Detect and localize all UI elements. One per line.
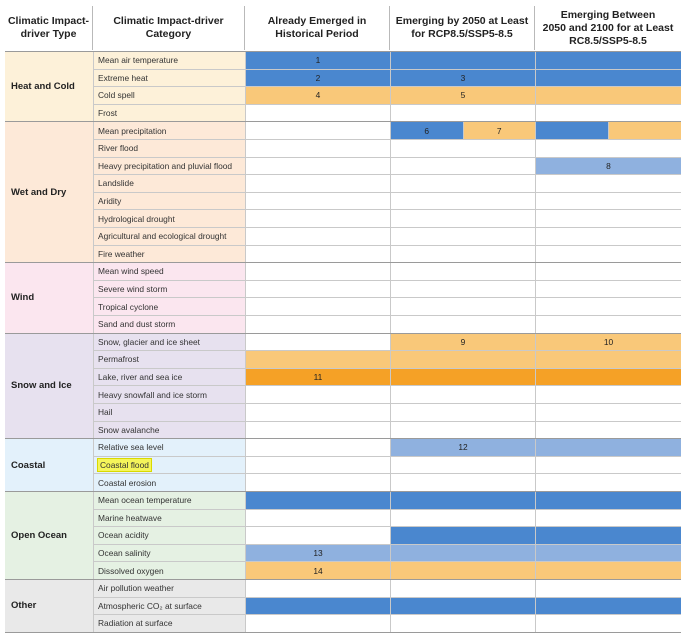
emergence-cell	[535, 351, 681, 369]
category-label: Mean precipitation	[98, 125, 167, 136]
emergence-cell	[245, 615, 390, 633]
emergence-cell	[245, 140, 390, 158]
emergence-cell	[535, 175, 681, 193]
emergence-cell	[390, 510, 535, 528]
group-type-label: Coastal	[5, 439, 93, 492]
emergence-cell	[535, 474, 681, 492]
emergence-cell	[535, 492, 681, 510]
emergence-cell: 8	[535, 158, 681, 176]
category-cell	[93, 562, 245, 580]
emergence-cell	[535, 246, 681, 264]
category-label: Frost	[98, 108, 118, 119]
category-cell	[93, 474, 245, 492]
emergence-cell	[535, 210, 681, 228]
emergence-cell	[390, 457, 535, 475]
category-cell	[93, 404, 245, 422]
category-label: Air pollution weather	[98, 583, 174, 594]
category-cell	[93, 228, 245, 246]
emergence-cell	[535, 580, 681, 598]
emergence-cell	[390, 193, 535, 211]
emergence-cell	[390, 474, 535, 492]
category-cell	[93, 422, 245, 440]
category-label: Heavy precipitation and pluvial flood	[98, 160, 233, 171]
header-historical: Already Emerged in Historical Period	[245, 6, 390, 50]
emergence-cell	[245, 122, 390, 140]
emergence-cell	[245, 527, 390, 545]
emergence-cell-part	[535, 122, 608, 140]
emergence-cell	[390, 175, 535, 193]
emergence-cell	[390, 281, 535, 299]
category-cell	[93, 122, 245, 140]
emergence-cell	[245, 316, 390, 334]
group-type-label: Other	[5, 580, 93, 633]
emergence-cell: 13	[245, 545, 390, 563]
category-cell	[93, 210, 245, 228]
category-label: Mean air temperature	[98, 55, 179, 66]
category-cell	[93, 334, 245, 352]
emergence-cell	[245, 404, 390, 422]
emergence-cell	[245, 334, 390, 352]
emergence-cell	[390, 210, 535, 228]
group-divider	[5, 632, 681, 633]
group-type-label: Wind	[5, 263, 93, 333]
emergence-cell	[390, 598, 535, 616]
emergence-cell	[535, 281, 681, 299]
emergence-cell	[390, 351, 535, 369]
category-label: Snow avalanche	[98, 424, 160, 435]
group-type-label: Open Ocean	[5, 492, 93, 580]
group-type-label: Heat and Cold	[5, 52, 93, 122]
emergence-cell	[245, 580, 390, 598]
category-cell	[93, 52, 245, 70]
emergence-cell	[390, 158, 535, 176]
emergence-cell	[390, 527, 535, 545]
emergence-cell	[390, 105, 535, 123]
category-label: Cold spell	[98, 90, 135, 101]
category-label: Permafrost	[98, 354, 139, 365]
category-cell	[93, 263, 245, 281]
emergence-cell	[390, 492, 535, 510]
emergence-cell	[245, 263, 390, 281]
emergence-cell	[535, 545, 681, 563]
emergence-cell	[245, 175, 390, 193]
emergence-cell: 11	[245, 369, 390, 387]
emergence-cell	[245, 422, 390, 440]
emergence-cell	[245, 298, 390, 316]
emergence-cell	[535, 615, 681, 633]
category-label: Extreme heat	[98, 72, 148, 83]
emergence-cell	[390, 580, 535, 598]
emergence-cell	[245, 246, 390, 264]
emergence-cell	[535, 316, 681, 334]
emergence-cell-part	[608, 122, 681, 140]
group-type-label: Snow and Ice	[5, 334, 93, 440]
header-category: Climatic Impact-driver Category	[93, 6, 245, 50]
category-label: Ocean acidity	[98, 530, 149, 541]
emergence-cell	[535, 404, 681, 422]
emergence-cell	[390, 316, 535, 334]
category-cell	[93, 492, 245, 510]
emergence-cell	[535, 263, 681, 281]
emergence-cell	[245, 598, 390, 616]
emergence-cell	[535, 422, 681, 440]
emergence-cell	[390, 263, 535, 281]
emergence-cell	[535, 105, 681, 123]
emergence-cell	[245, 386, 390, 404]
category-label: Hail	[98, 407, 113, 418]
emergence-cell	[535, 439, 681, 457]
emergence-cell	[390, 246, 535, 264]
emergence-cell: 5	[390, 87, 535, 105]
category-label: Snow, glacier and ice sheet	[98, 336, 200, 347]
emergence-cell	[390, 52, 535, 70]
emergence-cell	[245, 439, 390, 457]
category-label: Dissolved oxygen	[98, 565, 164, 576]
category-cell	[93, 457, 245, 475]
header-2050: Emerging by 2050 at Least for RCP8.5/SSP5-8.5	[390, 6, 535, 50]
emergence-cell: 10	[535, 334, 681, 352]
emergence-cell	[535, 562, 681, 580]
category-label: Hydrological drought	[98, 213, 175, 224]
emergence-cell-part: 6	[390, 122, 463, 140]
emergence-cell	[390, 404, 535, 422]
category-cell	[93, 351, 245, 369]
emergence-cell	[535, 52, 681, 70]
category-cell	[93, 175, 245, 193]
emergence-cell	[245, 210, 390, 228]
emergence-cell	[245, 158, 390, 176]
category-label: Coastal erosion	[98, 477, 157, 488]
category-cell	[93, 193, 245, 211]
category-label: Agricultural and ecological drought	[98, 231, 227, 242]
category-label: Mean wind speed	[98, 266, 164, 277]
emergence-cell: 4	[245, 87, 390, 105]
category-label: Atmospheric CO₂ at surface	[98, 600, 202, 611]
emergence-cell	[390, 386, 535, 404]
emergence-cell	[245, 105, 390, 123]
emergence-cell	[390, 615, 535, 633]
category-cell	[93, 105, 245, 123]
emergence-cell	[245, 457, 390, 475]
category-label: Severe wind storm	[98, 284, 168, 295]
emergence-cell	[535, 386, 681, 404]
category-cell	[93, 158, 245, 176]
emergence-cell	[535, 87, 681, 105]
emergence-cell	[535, 510, 681, 528]
emergence-cell: 2	[245, 70, 390, 88]
category-cell	[93, 510, 245, 528]
emergence-cell	[245, 228, 390, 246]
category-label: Heavy snowfall and ice storm	[98, 389, 207, 400]
emergence-cell: 12	[390, 439, 535, 457]
category-label: Tropical cyclone	[98, 301, 159, 312]
emergence-cell	[535, 298, 681, 316]
emergence-cell: 1	[245, 52, 390, 70]
header-type: Climatic Impact- driver Type	[5, 6, 93, 50]
category-cell	[93, 545, 245, 563]
emergence-cell	[535, 70, 681, 88]
emergence-cell: 14	[245, 562, 390, 580]
emergence-cell	[245, 351, 390, 369]
emergence-cell	[245, 492, 390, 510]
category-cell	[93, 246, 245, 264]
category-cell	[93, 527, 245, 545]
emergence-cell	[535, 140, 681, 158]
category-cell	[93, 140, 245, 158]
emergence-cell	[535, 598, 681, 616]
category-label: Lake, river and sea ice	[98, 372, 183, 383]
category-cell	[93, 580, 245, 598]
category-label: Aridity	[98, 196, 122, 207]
emergence-cell	[535, 527, 681, 545]
category-cell	[93, 386, 245, 404]
category-label: Landslide	[98, 178, 134, 189]
category-label: Relative sea level	[98, 442, 164, 453]
category-cell	[93, 598, 245, 616]
category-label: Ocean salinity	[98, 548, 151, 559]
category-label: Marine heatwave	[98, 512, 162, 523]
emergence-cell	[390, 140, 535, 158]
category-cell	[93, 369, 245, 387]
category-cell	[93, 615, 245, 633]
category-label: Fire weather	[98, 248, 145, 259]
emergence-cell	[245, 510, 390, 528]
category-cell	[93, 87, 245, 105]
category-cell	[93, 70, 245, 88]
emergence-cell	[390, 545, 535, 563]
category-cell	[93, 439, 245, 457]
emergence-cell	[390, 228, 535, 246]
category-cell	[93, 298, 245, 316]
category-label: Mean ocean temperature	[98, 495, 192, 506]
emergence-cell: 3	[390, 70, 535, 88]
emergence-cell	[535, 457, 681, 475]
highlighted-category-label: Coastal flood	[100, 460, 149, 471]
emergence-cell	[535, 193, 681, 211]
emergence-cell	[535, 228, 681, 246]
emergence-cell: 9	[390, 334, 535, 352]
emergence-cell	[390, 422, 535, 440]
category-label: Sand and dust storm	[98, 319, 176, 330]
emergence-cell	[245, 281, 390, 299]
group-type-label: Wet and Dry	[5, 122, 93, 263]
category-label: Radiation at surface	[98, 618, 173, 629]
emergence-cell-part: 7	[463, 122, 536, 140]
emergence-cell	[390, 369, 535, 387]
emergence-cell	[390, 562, 535, 580]
category-cell	[93, 316, 245, 334]
emergence-cell	[390, 298, 535, 316]
header-2100: Emerging Between 2050 and 2100 for at Least RC8.5/SSP5-8.5	[542, 8, 674, 47]
emergence-cell	[245, 474, 390, 492]
emergence-cell	[245, 193, 390, 211]
emergence-cell	[535, 369, 681, 387]
category-cell	[93, 281, 245, 299]
category-label: River flood	[98, 143, 139, 154]
